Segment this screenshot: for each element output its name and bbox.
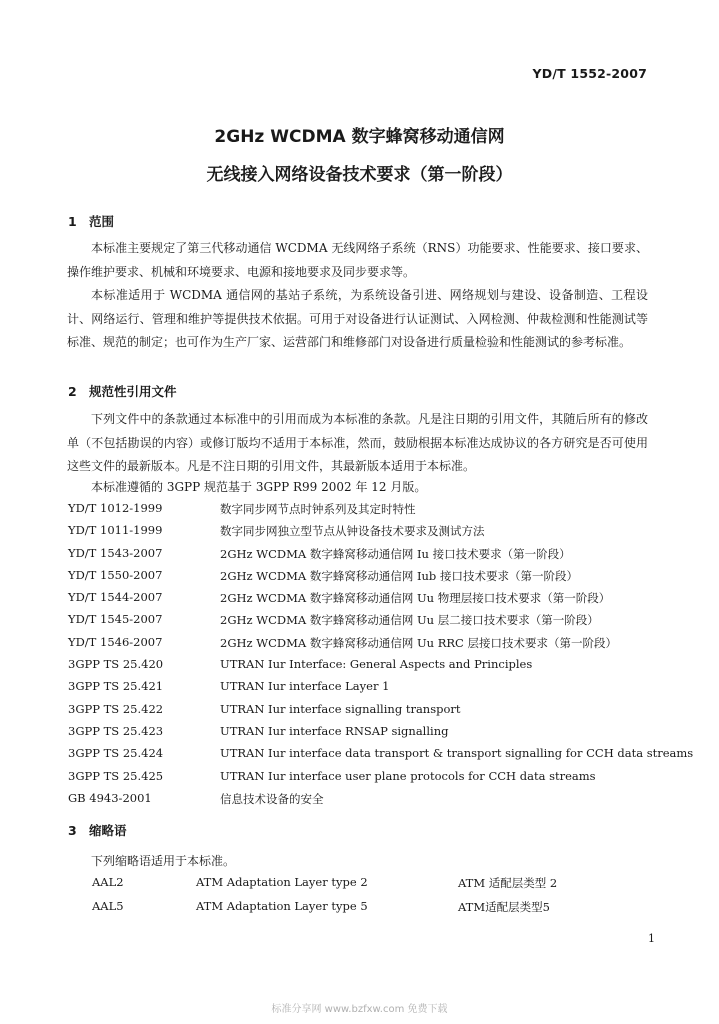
abbreviation-code: AAL5 [92, 899, 124, 913]
reference-row [68, 789, 668, 811]
reference-title: UTRAN Iur interface user plane protocols for CCH data streams [220, 768, 596, 783]
section1-heading [68, 212, 114, 230]
reference-row [68, 677, 668, 699]
reference-title: 2GHz WCDMA 数字蜂窝移动通信网 Iub 接口技术要求（第一阶段） [220, 568, 578, 583]
reference-row [68, 610, 668, 632]
reference-code: 3GPP TS 25.424 [68, 746, 164, 761]
reference-row [68, 744, 694, 766]
section3-heading [68, 821, 127, 839]
reference-title: 2GHz WCDMA 数字蜂窝移动通信网 Uu RRC 层接口技术要求（第一阶段） [220, 635, 617, 650]
reference-code: YD/T 1545-2007 [68, 612, 163, 627]
document-title-line2: 无线接入网络设备技术要求（第一阶段） [206, 165, 513, 185]
section3-title: 缩略语 [89, 823, 127, 838]
reference-row [68, 588, 668, 610]
section2-number: 2 [68, 384, 77, 399]
reference-row [68, 767, 668, 789]
abbreviation-row [92, 872, 652, 896]
reference-code: YD/T 1546-2007 [68, 634, 163, 649]
reference-row [68, 700, 668, 722]
section1-number: 1 [68, 214, 77, 229]
reference-title: UTRAN Iur interface signalling transport [220, 701, 461, 716]
reference-code: 3GPP TS 25.421 [68, 679, 164, 694]
reference-row [68, 499, 668, 521]
abbreviation-list [92, 872, 652, 920]
reference-row [68, 521, 668, 543]
section2-title: 规范性引用文件 [89, 384, 177, 399]
section2-paragraph-1: 下列文件中的条款通过本标准中的引用而成为本标准的条款。凡是注日期的引用文件，其随后所有的修改单（不包括勘误的内容）或修订版均不适用于本标准，然而，鼓励根据本标准达成协议的各方研究是否可使用这些文件的最新版本。凡是不注日期的引用文件，其最新版本适用于本标准。 [67, 412, 648, 473]
abbreviation-chinese: ATM适配层类型5 [458, 900, 550, 914]
section2-heading [68, 382, 177, 400]
reference-title: 数字同步网节点时钟系列及其定时特性 [220, 502, 416, 516]
abbreviation-row [92, 896, 652, 920]
reference-title: UTRAN Iur interface Layer 1 [220, 679, 390, 694]
reference-code: 3GPP TS 25.420 [68, 657, 164, 672]
footer-watermark: 标准分享网 www.bzfxw.com 免费下载 [271, 1004, 448, 1015]
reference-code: 3GPP TS 25.422 [68, 701, 164, 716]
reference-title: UTRAN Iur interface data transport & transport signalling for CCH data streams [220, 746, 694, 761]
reference-title: 数字同步网独立型节点从钟设备技术要求及测试方法 [220, 524, 485, 539]
section1-paragraph-1: 本标准主要规定了第三代移动通信 WCDMA 无线网络子系统（RNS）功能要求、性能要求、接口要求、操作维护要求、机械和环境要求、电源和接地要求及同步要求等。 [67, 241, 648, 279]
reference-code: 3GPP TS 25.425 [68, 768, 164, 783]
section3-number: 3 [68, 823, 77, 838]
page-number: 1 [648, 932, 655, 945]
reference-row [68, 633, 668, 655]
section2-paragraph-2: 本标准遵循的 3GPP 规范基于 3GPP R99 2002 年 12 月版。 [91, 480, 427, 494]
abbreviation-english: ATM Adaptation Layer type 5 [196, 899, 368, 913]
reference-list [68, 499, 694, 811]
reference-code: YD/T 1543-2007 [68, 545, 163, 560]
reference-row [68, 655, 668, 677]
reference-code: 3GPP TS 25.423 [68, 723, 164, 738]
reference-title: UTRAN Iur interface RNSAP signalling [220, 723, 449, 738]
abbreviation-english: ATM Adaptation Layer type 2 [196, 875, 368, 889]
reference-title: UTRAN Iur Interface: General Aspects and Principles [220, 657, 533, 672]
reference-code: YD/T 1550-2007 [68, 567, 163, 582]
reference-code: YD/T 1544-2007 [68, 590, 163, 605]
reference-row [68, 722, 668, 744]
reference-row [68, 566, 668, 588]
document-title-line1: 2GHz WCDMA 数字蜂窝移动通信网 [214, 127, 505, 147]
reference-title: 2GHz WCDMA 数字蜂窝移动通信网 Iu 接口技术要求（第一阶段） [220, 546, 571, 561]
reference-title: 2GHz WCDMA 数字蜂窝移动通信网 Uu 层二接口技术要求（第一阶段） [220, 613, 599, 628]
abbreviation-chinese: ATM 适配层类型 2 [458, 876, 558, 890]
reference-code: GB 4943-2001 [68, 790, 152, 805]
reference-title: 信息技术设备的安全 [220, 791, 324, 806]
section1-title: 范围 [89, 214, 115, 229]
reference-row [68, 544, 668, 566]
section3-intro: 下列缩略语适用于本标准。 [91, 854, 236, 868]
section1-paragraph-2: 本标准适用于 WCDMA 通信网的基站子系统，为系统设备引进、网络规划与建设、设备制造、工程设计、网络运行、管理和维护等提供技术依据。可用于对设备进行认证测试、入网检测、仲裁检测和性能测试等标准、规范的制定；也可作为生产厂家、运营部门和维修部门对设备进行质量检验和性能测试的参考标准。 [67, 288, 648, 349]
reference-code: YD/T 1012-1999 [68, 501, 163, 515]
reference-title: 2GHz WCDMA 数字蜂窝移动通信网 Uu 物理层接口技术要求（第一阶段） [220, 591, 611, 606]
standard-code: YD/T 1552-2007 [532, 66, 647, 81]
reference-code: YD/T 1011-1999 [68, 523, 163, 538]
abbreviation-code: AAL2 [92, 875, 124, 889]
